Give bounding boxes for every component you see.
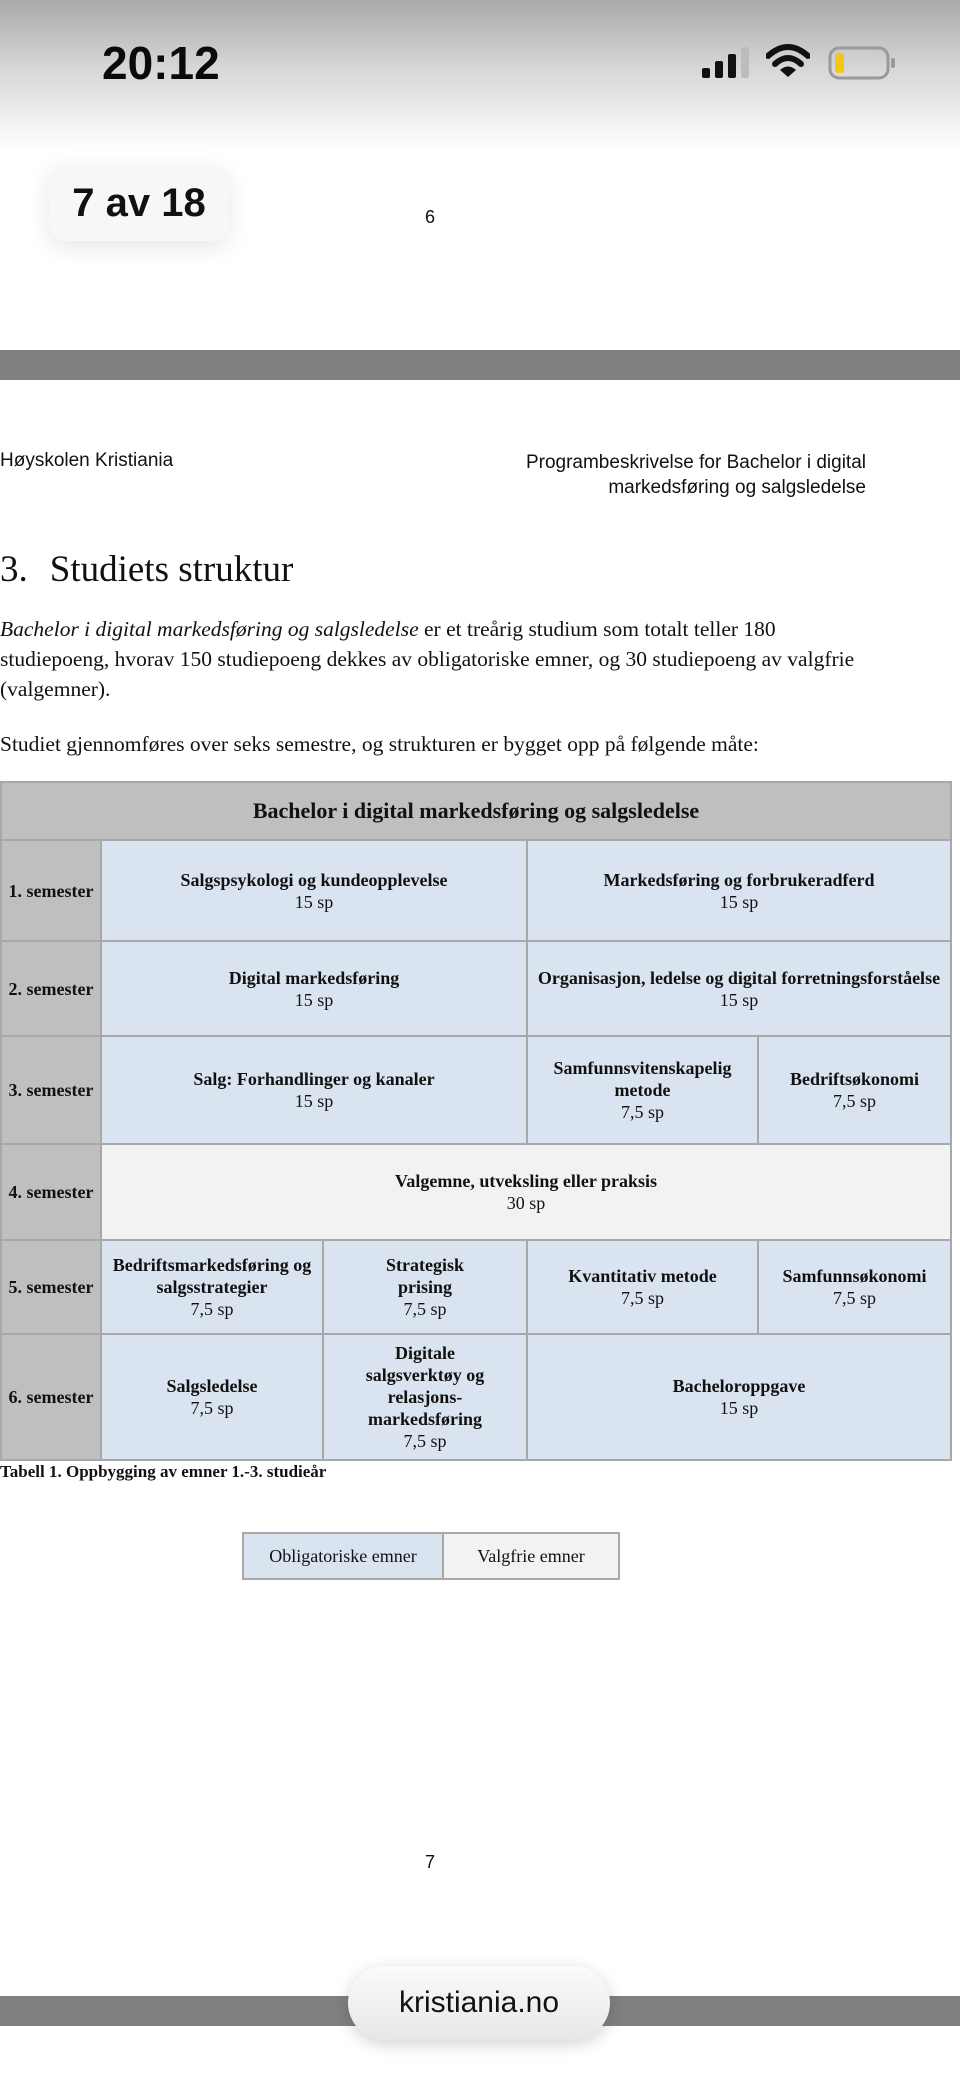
course-points: 15 sp	[719, 1397, 759, 1418]
course-name: Salgsledelse	[166, 1375, 258, 1396]
course-cell	[527, 1240, 758, 1334]
course-name: Markedsføring og forbrukeradferd	[603, 869, 875, 890]
table-row	[1, 840, 951, 941]
course-name: Digitale salgsverktøy og relasjons-markedsføring	[365, 1342, 485, 1429]
legend-elective: Valgfrie emner	[444, 1534, 618, 1578]
course-cell	[101, 1240, 323, 1334]
document-header-right	[500, 450, 866, 500]
course-name: Salgspsykologi og kundeopplevelse	[180, 869, 448, 890]
semester-label: 6. semester	[1, 1334, 101, 1460]
study-structure-table	[0, 781, 952, 1461]
intro-paragraph	[0, 614, 860, 704]
course-name: Strategisk prising	[386, 1254, 464, 1297]
page-number: 7	[424, 1852, 435, 1872]
course-points: 15 sp	[719, 989, 759, 1010]
status-bar	[0, 0, 960, 150]
header-right-line: markedsføring og salgsledelse	[608, 477, 866, 498]
course-name: Valgemne, utveksling eller praksis	[394, 1170, 658, 1191]
course-cell	[527, 840, 951, 941]
program-name: Bachelor i digital markedsføring og salgsledelse	[0, 617, 419, 641]
course-points: 15 sp	[294, 891, 334, 912]
page-divider	[0, 350, 960, 380]
course-cell	[758, 1240, 951, 1334]
section-heading	[0, 548, 293, 591]
course-points: 15 sp	[294, 1090, 334, 1111]
course-name: Bedriftsøkonomi	[789, 1068, 919, 1089]
legend-mandatory: Obligatoriske emner	[244, 1534, 444, 1578]
table-row	[1, 941, 951, 1036]
wifi-icon	[766, 44, 810, 80]
course-points: 15 sp	[294, 989, 334, 1010]
course-cell	[101, 840, 527, 941]
course-points: 7,5 sp	[403, 1430, 447, 1451]
intro-text: er et treårig studium som totalt teller 180 studiepoeng, hvorav 150 studiepoeng dekkes av obligatoriske emner, og 30 studiepoeng av valgfrie (valgemner).	[0, 617, 855, 701]
course-cell	[527, 1036, 758, 1143]
course-name: Salg: Forhandlinger og kanaler	[193, 1068, 435, 1089]
previous-page-number: 6	[424, 207, 435, 227]
course-points: 15 sp	[719, 891, 759, 912]
course-cell	[758, 1036, 951, 1143]
course-points: 7,5 sp	[620, 1101, 664, 1122]
course-name: Samfunnsvitenskapelig metode	[553, 1057, 732, 1100]
document-header-left: Høyskolen Kristiania	[0, 450, 174, 471]
table-row	[1, 1036, 951, 1143]
course-points: 7,5 sp	[403, 1298, 447, 1319]
table-row	[1, 1144, 951, 1240]
course-points: 7,5 sp	[832, 1090, 876, 1111]
status-time: 20:12	[102, 37, 220, 89]
semester-label: 5. semester	[1, 1240, 101, 1334]
course-points: 7,5 sp	[832, 1287, 876, 1308]
course-points: 7,5 sp	[620, 1287, 664, 1308]
cellular-signal-icon	[700, 46, 752, 80]
structure-paragraph: Studiet gjennomføres over seks semestre, og strukturen er bygget opp på følgende måte:	[0, 732, 759, 756]
course-cell	[323, 1240, 527, 1334]
section-number: 3.	[0, 549, 28, 590]
course-points: 30 sp	[506, 1192, 546, 1213]
course-cell	[527, 1334, 951, 1460]
elective-cell	[101, 1144, 951, 1240]
course-cell	[323, 1334, 527, 1460]
url-bar[interactable]: kristiania.no	[348, 1966, 610, 2040]
table-title: Bachelor i digital markedsføring og salgsledelse	[1, 782, 951, 840]
course-name: Digital markedsføring	[228, 967, 400, 988]
course-name: Kvantitativ metode	[568, 1265, 717, 1286]
battery-icon	[828, 46, 898, 80]
course-name: Bacheloroppgave	[672, 1375, 806, 1396]
section-title: Studiets struktur	[49, 549, 294, 590]
table-row	[1, 1240, 951, 1334]
semester-label: 4. semester	[1, 1144, 101, 1240]
table-caption: Tabell 1. Oppbygging av emner 1.-3. studieår	[0, 1462, 327, 1481]
course-name: Samfunnsøkonomi	[782, 1265, 927, 1286]
semester-label: 2. semester	[1, 941, 101, 1036]
course-name: Bedriftsmarkedsføring og salgsstrategier	[112, 1254, 312, 1297]
table-legend	[242, 1532, 620, 1580]
table-header-row	[1, 782, 951, 840]
table-row	[1, 1334, 951, 1460]
page-indicator: 7 av 18	[49, 165, 229, 241]
course-cell	[101, 941, 527, 1036]
header-right-line: Programbeskrivelse for Bachelor i digital	[525, 452, 866, 473]
course-name: Organisasjon, ledelse og digital forretningsforståelse	[537, 967, 941, 988]
course-cell	[101, 1334, 323, 1460]
semester-label: 3. semester	[1, 1036, 101, 1143]
semester-label: 1. semester	[1, 840, 101, 941]
course-cell	[527, 941, 951, 1036]
course-cell	[101, 1036, 527, 1143]
course-points: 7,5 sp	[190, 1397, 234, 1418]
course-points: 7,5 sp	[190, 1298, 234, 1319]
